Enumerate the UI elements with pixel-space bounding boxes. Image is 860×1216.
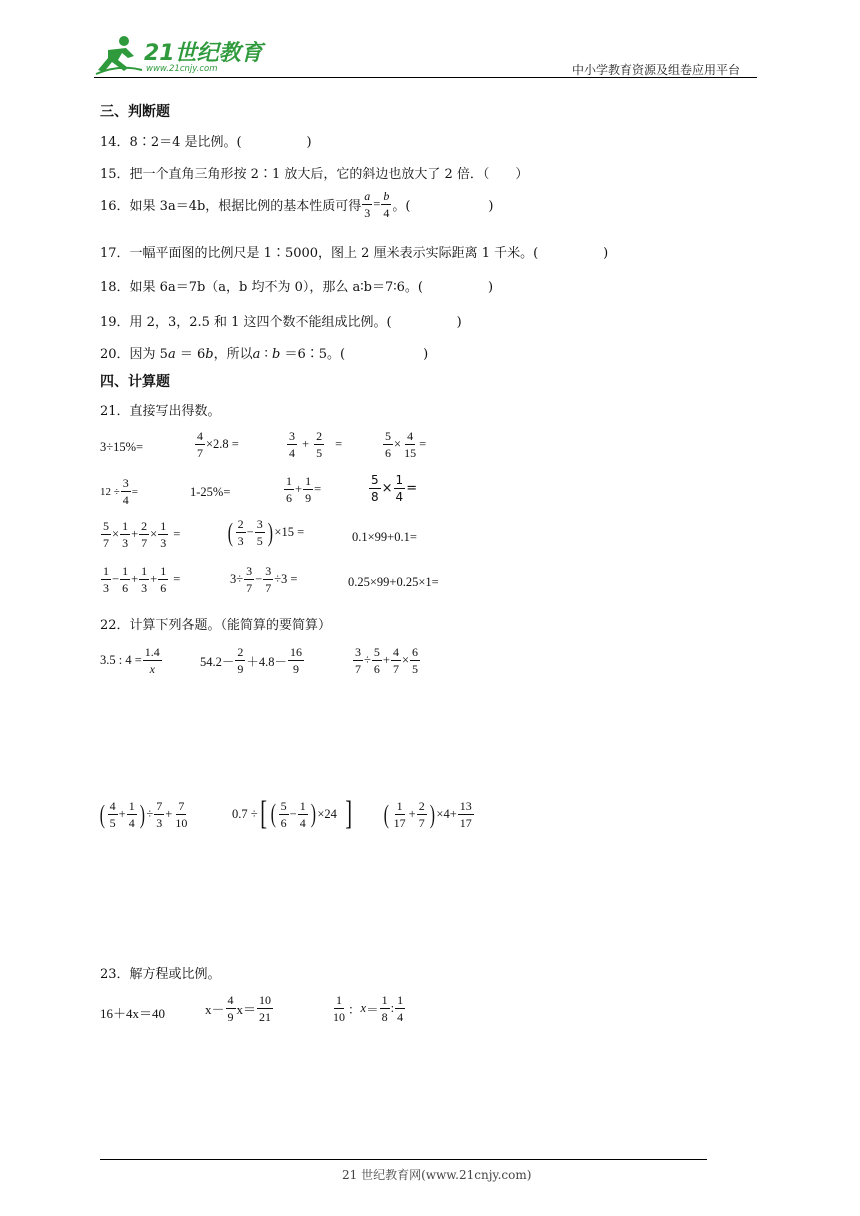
footer-rule [100,1159,707,1160]
question-23: 23．解方程或比例。 [100,967,221,982]
calc-21-b4: $\frac{5}{8}$ × $\frac{1}{4}$ = [371,473,418,504]
calc-21-c3: 0.1×99+0.1= [352,530,417,544]
calc-21-d2: 3÷ $\frac{3}{7}$ − $\frac{3}{7}$ ÷3 = [230,564,298,595]
calc-21-d3: 0.25×99+0.25×1= [348,575,439,589]
calc-21-a4: $\frac{5}{6}$ × $\frac{4}{15}$ = [385,429,427,460]
logo-url: www.21cnjy.com [146,64,218,74]
calc-21-a1: 3÷15%= [100,440,144,454]
fraction-b-4: $\frac{b}{4}$ [383,189,390,220]
calc-21-d1: $\frac{1}{3}$ − $\frac{1}{6}$ + $\frac{1}{3}$ + $\frac{1}{6}$ = [103,564,181,595]
header-rule [94,77,757,78]
calc-23-g2: x－ $\frac{4}{9}$ x＝ $\frac{10}{21}$ [205,993,272,1024]
question-21: 21．直接写出得数。 [100,404,221,419]
calc-22-e2: 54.2－ $\frac{2}{9}$ ＋4.8－ $\frac{16}{9}$ [200,645,303,676]
question-20: 20．因为 5a ＝ 6b，所以a ∶ b ＝6∶5。( ) [100,347,429,362]
calc-21-c2: ( $\frac{2}{3}$ − $\frac{3}{5}$ ) ×15 = [227,517,305,548]
logo-runner-icon [94,34,144,76]
calc-21-a3: $\frac{3}{4}$ + $\frac{2}{5}$ = [289,429,343,460]
calc-21-c1: $\frac{5}{7}$ × $\frac{1}{3}$ + $\frac{2}{7}$ × $\frac{1}{3}$ = [103,519,181,550]
calc-22-e3: $\frac{3}{7}$ ÷ $\frac{5}{6}$ + $\frac{4}{7}$ × $\frac{6}{5}$ [355,645,418,676]
question-16-tail: 。( ) [392,199,494,214]
section4-title: 四、计算题 [100,374,170,390]
fraction-a-3: $\frac{a}{3}$ [364,189,371,220]
question-14: 14．8∶2＝4 是比例。( ) [100,135,312,150]
question-16-text: 16．如果 3a＝4b，根据比例的基本性质可得 [100,199,362,214]
header-platform: 中小学教育资源及组卷应用平台 [572,63,741,77]
question-19: 19．用 2，3，2.5 和 1 这四个数不能组成比例。( ) [100,315,462,330]
calc-22-f3: ( $\frac{1}{17}$ + $\frac{2}{7}$ ) ×4+ $\frac{13}{17}$ [383,799,472,830]
calc-21-a2: $\frac{4}{7}$ ×2.8 = [197,429,239,460]
question-16: 16．如果 3a＝4b，根据比例的基本性质可得 $\frac{a}{3}$ = $\frac{b}{4}$ 。( ) [100,189,494,220]
calc-21-b2: 1-25%= [190,485,231,499]
calc-22-f1: ( $\frac{4}{5}$ + $\frac{1}{4}$ ) ÷ $\frac{7}{3}$ + $\frac{7}{10}$ [99,799,188,830]
logo-text: 21世纪教育 [144,41,263,66]
calc-21-b1: 12 ÷ $\frac{3}{4}$ = [100,476,139,507]
calc-22-f2: 0.7 ÷ [ ( $\frac{5}{6}$ − $\frac{1}{4}$ ) ×24 ] [232,795,352,832]
question-18: 18．如果 6a＝7b（a，b 均不为 0），那么 a∶b＝7∶6。( ) [100,280,494,295]
calc-21-b3: $\frac{1}{6}$ + $\frac{1}{9}$ = [286,474,322,505]
calc-22-e1: 3.5 : 4 = $\frac{1.4}{x}$ [100,645,160,676]
calc-23-g1: 16＋4x＝40 [100,1006,166,1021]
question-22: 22．计算下列各题。（能简算的要简算） [100,618,332,633]
calc-23-g3: $\frac{1}{10}$ ： x ＝ $\frac{1}{8}$ : $\frac{1}{4}$ [333,993,404,1024]
question-17: 17．一幅平面图的比例尺是 1∶5000，图上 2 厘米表示实际距离 1 千米。( ) [100,246,609,261]
footer-text: 21 世纪教育网(www.21cnjy.com) [342,1168,532,1182]
section3-title: 三、判断题 [100,104,170,120]
question-15: 15．把一个直角三角形按 2∶1 放大后，它的斜边也放大了 2 倍．（ ） [100,167,529,182]
